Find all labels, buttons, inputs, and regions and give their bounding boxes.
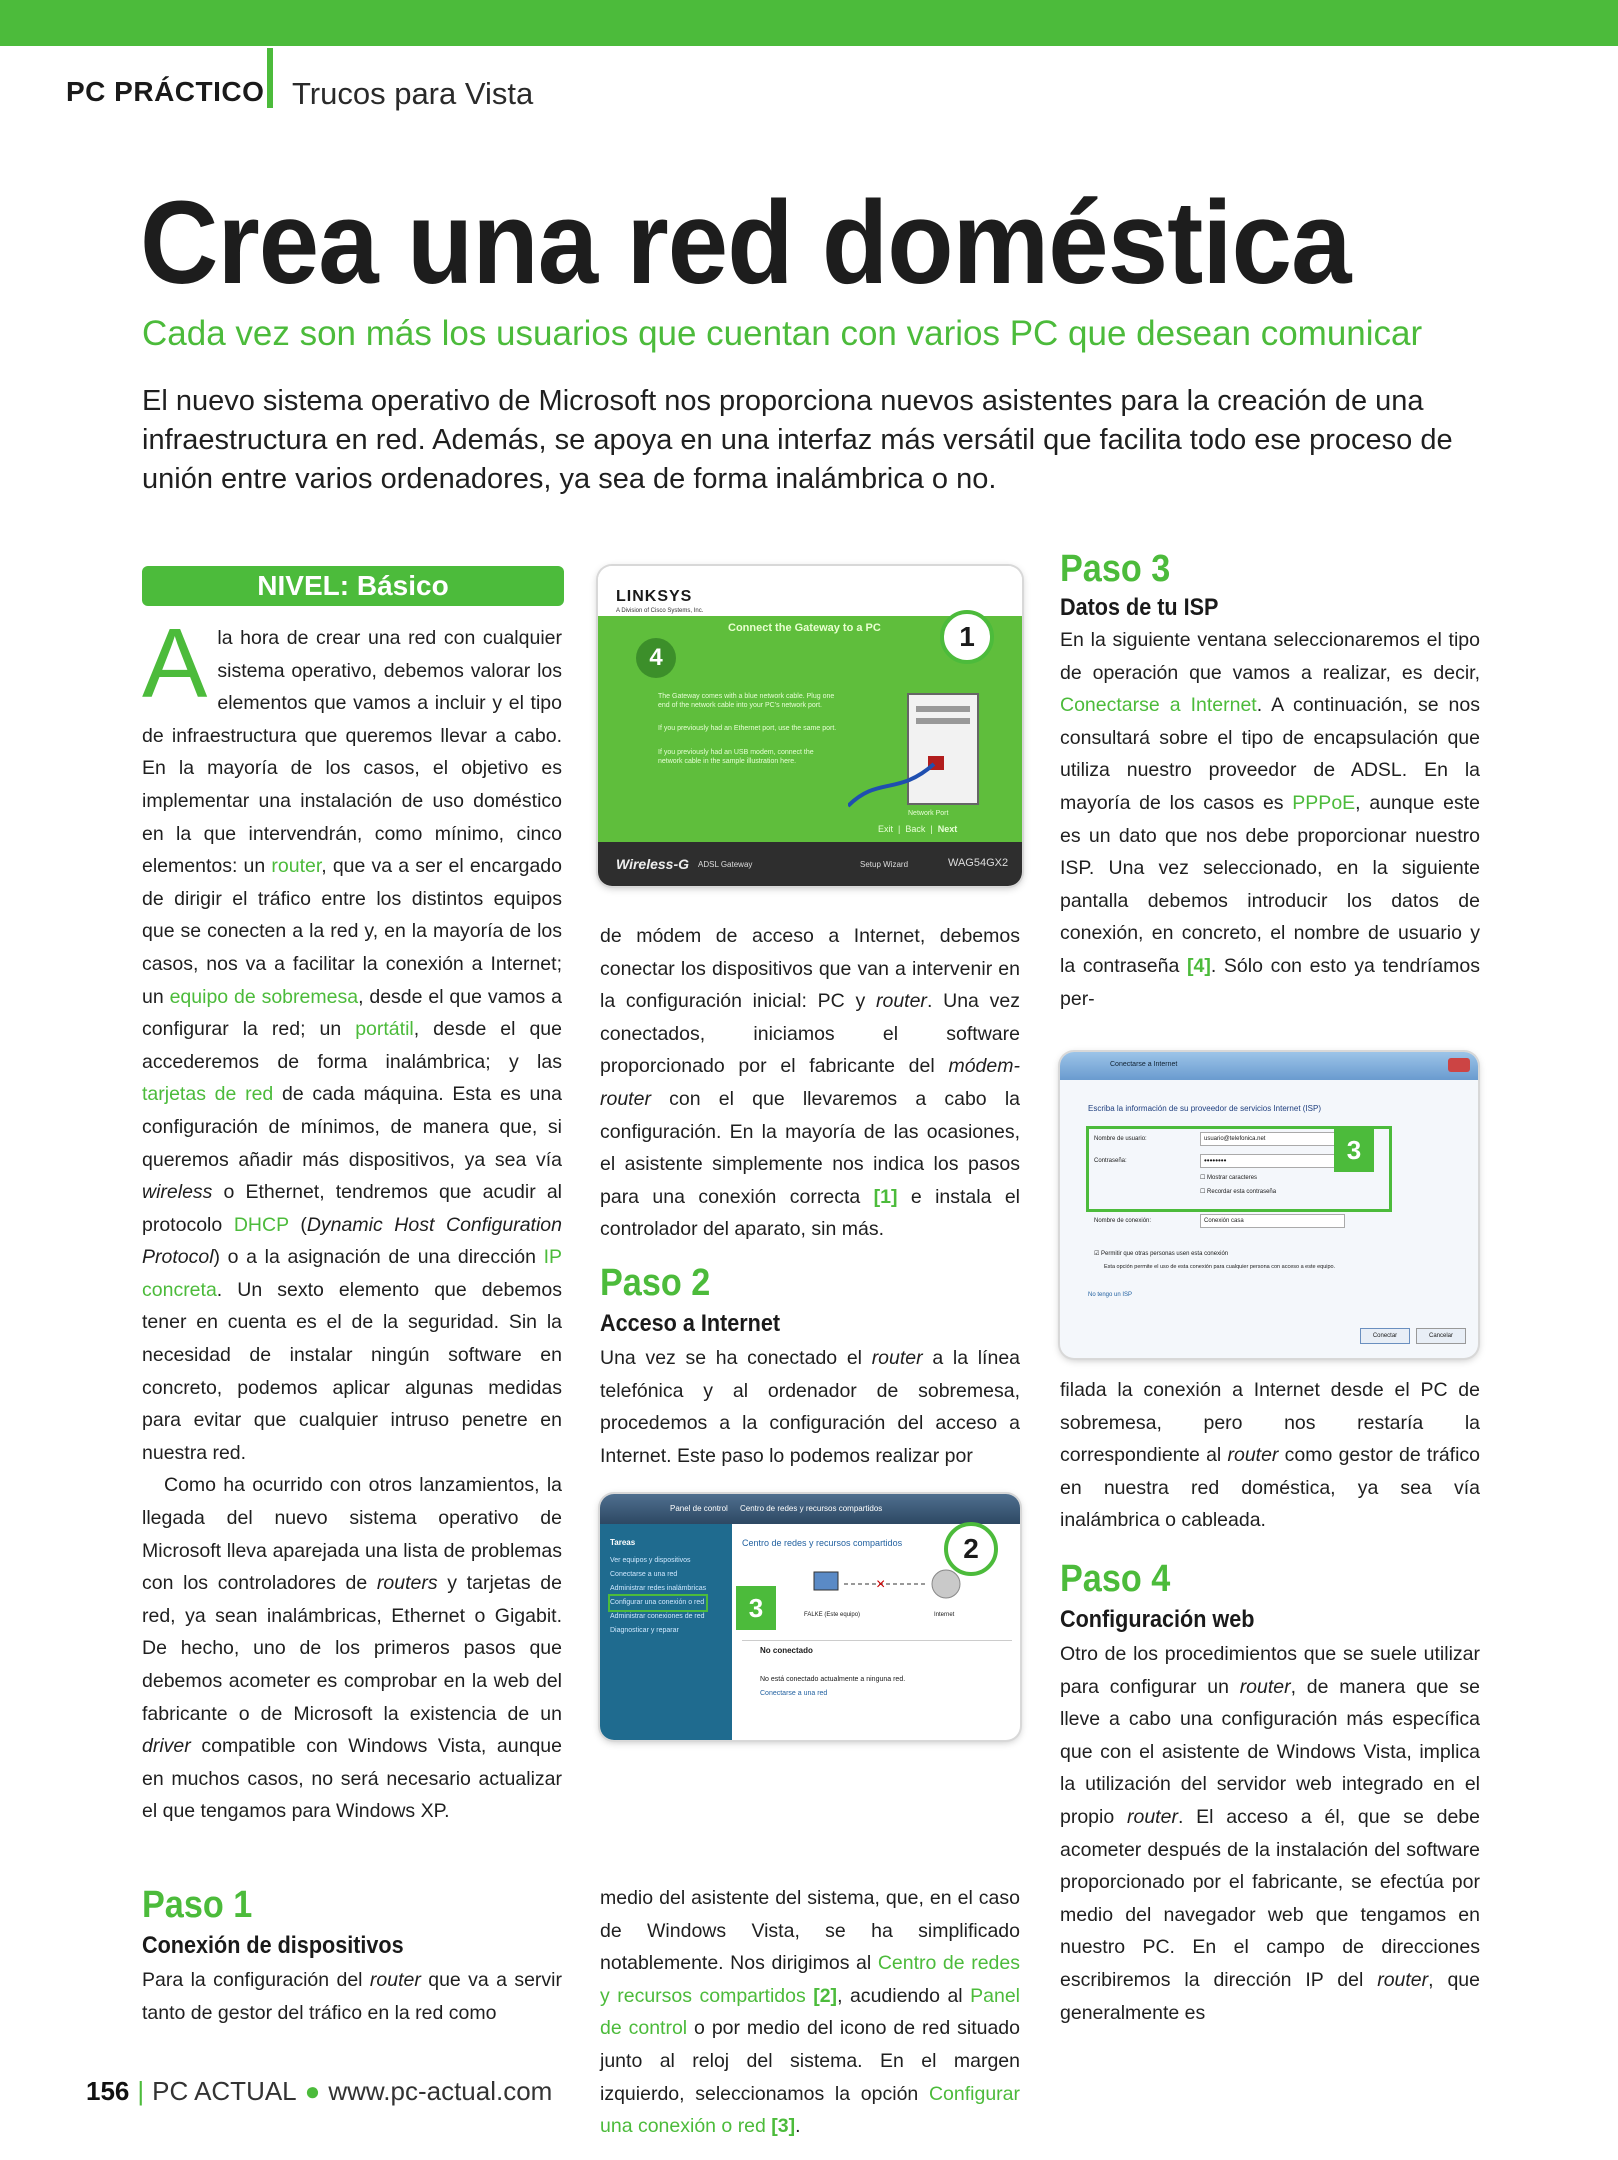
text: de cada máquina. Esta es una configuración de mínimos, de manera que, si queremos añadir más dispositivos, ya sea vía	[142, 1083, 562, 1171]
password-field[interactable]: ••••••••	[1200, 1154, 1345, 1168]
centro-term: Centro de redes y recursos compartidos	[600, 1952, 1020, 2007]
linksys-sub: A Division of Cisco Systems, Inc.	[616, 608, 704, 614]
text: módem-router	[600, 1055, 1020, 1110]
connect-button[interactable]: Conectar	[1360, 1328, 1410, 1344]
close-icon[interactable]	[1448, 1058, 1470, 1072]
router-term: router	[271, 855, 322, 878]
remember-checkbox[interactable]: ☐ Recordar esta contraseña	[1200, 1189, 1277, 1195]
breadcrumb-2[interactable]: Centro de redes y recursos compartidos	[740, 1504, 883, 1513]
text: , desde el que vamos a configurar la red; un	[142, 985, 563, 1041]
text: . Sólo con esto ya tendríamos per-	[1060, 954, 1480, 1010]
text: . A continuación, se nos consultará sobre el tipo de encapsulación que utiliza nuestro proveedor de ADSL. En la mayoría de los casos es	[1060, 694, 1480, 814]
text: e instala el controlador del aparato, sin más.	[600, 1185, 1020, 1241]
footer-wizard: Setup Wizard	[860, 860, 909, 869]
level-badge: NIVEL: Básico	[142, 566, 564, 606]
remember-label: Recordar esta contraseña	[1207, 1189, 1277, 1195]
sidebar-item[interactable]: Diagnosticar y reparar	[610, 1627, 679, 1634]
drop-cap: A	[142, 608, 208, 718]
wizard-text-3: If you previously had an USB modem, connect the network cable in the sample illustration here.	[658, 749, 814, 765]
text: o Ethernet, tendremos que acudir al protocolo	[142, 1181, 562, 1236]
user-label: Nombre de usuario:	[1094, 1136, 1147, 1142]
paso2-title: Paso 2	[600, 1262, 711, 1304]
text: . Un sexto elemento que debemos tener en cuenta es el de la seguridad. Sin la necesidad de instalar ningún software en concreto, podemos aplicar algunas medidas para evitar que cualquier intruso penetre en nuestra red.	[142, 1278, 562, 1464]
article-lead: El nuevo sistema operativo de Microsoft nos proporciona nuevos asistentes para la creación de una infraestructura en red. Además, se apoya en una interfaz más versátil que facilita todo ese proceso de unión entre varios ordenadores, ya sea de forma inalámbrica o no.	[142, 385, 1453, 495]
panel-term: Panel de control	[600, 1984, 1020, 2040]
text: y tarjetas de red, ya sean inalámbricas, Ethernet o Gigabit. De hecho, uno de los primeros pasos que debemos acometer es comprobar en la web del fabricante o de Microsoft la existencia de un	[142, 1572, 562, 1725]
network-cards-term: tarjetas de red	[142, 1083, 274, 1106]
ref-4: [4]	[1186, 954, 1211, 977]
column-3-top	[1060, 624, 1480, 1015]
footer-model: WAG54GX2	[948, 857, 1009, 869]
text: , aunque este es un dato que nos debe proporcionar nuestro ISP. Una vez seleccionado, en la siguiente pantalla debemos introducir los datos de conexión, en concreto, el nombre de usuario y la contraseña	[1060, 791, 1480, 977]
show-chars-checkbox[interactable]: ☐ Mostrar caracteres	[1200, 1175, 1258, 1181]
wizard-buttons: Exit | Back | Next	[878, 824, 958, 834]
sidebar-item[interactable]: Administrar redes inalámbricas	[610, 1585, 707, 1592]
text: de módem de acceso a Internet, debemos conectar los dispositivos que van a intervenir en la configuración inicial: PC y	[600, 925, 1020, 1013]
figure-badge-1: 1	[940, 610, 994, 664]
text: la hora de crear una red con cualquier sistema operativo, debemos valorar los elementos que vamos a incluir y el tipo de infraestructura que queremos llevar a cabo. En la mayoría de los casos, el objetivo es implementar una instalación de uso doméstico en la que intervendrán, como mínimo, cinco elementos: un	[142, 627, 562, 878]
column-1	[142, 608, 563, 1828]
page-footer	[86, 2076, 552, 2107]
text: , que generalmente es	[1060, 1968, 1480, 2024]
allow-desc: Esta opción permite el uso de esta conexión para cualquier persona con acceso a este equipo.	[1104, 1264, 1336, 1270]
desktop-term: equipo de sobremesa	[169, 985, 359, 1008]
wizard-heading: Connect the Gateway to a PC	[728, 622, 881, 634]
dialog-titlebar	[1060, 1052, 1478, 1080]
paso1-text	[142, 1964, 562, 2029]
status-link[interactable]: Conectarse a una red	[760, 1690, 828, 1697]
text: Otro de los procedimientos que se suele utilizar para configurar un	[1060, 1643, 1480, 1698]
divider	[742, 1640, 1012, 1641]
column-3-middle	[1060, 1374, 1480, 1537]
text: Para la configuración del	[142, 1969, 370, 1991]
figure-badge-2: 2	[944, 1522, 998, 1576]
magazine-url[interactable]: www.pc-actual.com	[328, 2076, 553, 2106]
paso2-subtitle: Acceso a Internet	[600, 1310, 781, 1337]
pass-label: Contraseña:	[1094, 1158, 1127, 1164]
text: . El acceso a él, que se debe acometer después de la instalación del software proporcionado por el fabricante, se efectúa por medio del navegador web que tengamos en nuestro PC. En el campo de direcciones escribiremos la dirección IP del	[1060, 1805, 1480, 1991]
text: router	[369, 1969, 421, 1991]
paso4-subtitle: Configuración web	[1060, 1606, 1255, 1633]
text: a la línea telefónica y al ordenador de sobremesa, procedemos a la configuración del acceso a Internet. Este paso lo podemos realizar por	[600, 1347, 1021, 1467]
text: router	[875, 990, 927, 1013]
back-button[interactable]: Back	[905, 824, 926, 834]
status-text: No está conectado actualmente a ninguna red.	[760, 1676, 906, 1683]
figure-badge-4-sq: 3	[1334, 1128, 1374, 1172]
linksys-wizard-screenshot	[598, 566, 1022, 886]
footer-dot: ●	[304, 2076, 321, 2106]
footer-product: ADSL Gateway	[698, 860, 753, 869]
ref-3: [3]	[771, 2115, 796, 2138]
paso4-title: Paso 4	[1060, 1558, 1171, 1600]
text: . Una vez conectados, iniciamos el software proporcionado por el fabricante del	[600, 990, 1020, 1078]
text: router	[1227, 1444, 1279, 1467]
figure-badge-3-sq: 3	[736, 1586, 776, 1630]
text: , acudiendo al	[837, 1984, 971, 2007]
dialog-heading: Escriba la información de su proveedor de servicios Internet (ISP)	[1088, 1104, 1321, 1113]
text: Como ha ocurrido con otros lanzamientos, la llegada del nuevo sistema operativo de Microsoft lleva aparejada una lista de problemas con los controladores de	[142, 1474, 562, 1595]
linksys-logo: LINKSYS	[616, 588, 693, 605]
status-title: No conectado	[760, 1646, 813, 1655]
magazine-name: PC ACTUAL	[152, 2076, 297, 2106]
show-chars-label: Mostrar caracteres	[1207, 1175, 1258, 1181]
allow-others-label: Permitir que otras personas usen esta conexión	[1101, 1251, 1229, 1257]
text: .	[795, 2115, 801, 2138]
username-field[interactable]: usuario@telefonica.net	[1200, 1132, 1345, 1146]
ref-2: [2]	[813, 1984, 838, 2007]
text: Dynamic Host Configuration Protocol	[142, 1213, 562, 1269]
wizard-text-1: The Gateway comes with a blue network cable. Plug one end of the network cable into your PC's network port.	[658, 693, 835, 709]
sidebar-item-configure[interactable]: Configurar una conexión o red	[610, 1596, 706, 1610]
config-term: Configurar una conexión o red	[600, 2082, 1020, 2138]
address-bar	[600, 1494, 1020, 1524]
port-label: Network Port	[908, 810, 949, 817]
conn-label: Nombre de conexión:	[1094, 1218, 1152, 1224]
ip-term: IP concreta	[142, 1246, 562, 1301]
footer-brand: Wireless-G	[616, 856, 690, 872]
wizard-step-number: 4	[636, 638, 676, 678]
text: que va a servir tanto de gestor del tráfico en la red como	[142, 1969, 562, 2024]
laptop-term: portátil	[355, 1018, 414, 1041]
text: router	[1377, 1968, 1429, 1991]
exit-button[interactable]: Exit	[878, 824, 894, 834]
text: router	[1127, 1805, 1178, 1828]
dialog-title: Conectarse a Internet	[1110, 1061, 1178, 1068]
text: ) o a la asignación de una dirección	[213, 1246, 544, 1269]
conectarse-term: Conectarse a Internet	[1060, 694, 1257, 717]
article-title: Crea una red doméstica	[140, 177, 1351, 309]
text: (	[288, 1213, 307, 1236]
network-map	[800, 1568, 980, 1618]
text: , desde el que accederemos de forma inalámbrica; y las	[142, 1018, 563, 1073]
sidebar-list	[610, 1554, 706, 1638]
paso1-subtitle: Conexión de dispositivos	[142, 1932, 404, 1959]
sidebar-item[interactable]: Administrar conexiones de red	[610, 1613, 705, 1620]
text: routers	[376, 1572, 438, 1595]
top-accent-bar	[0, 0, 1618, 46]
paso3-subtitle: Datos de tu ISP	[1060, 594, 1219, 621]
paso1-title: Paso 1	[142, 1884, 253, 1926]
wizard-text-2: If you previously had an Ethernet port, use the same port.	[658, 725, 837, 732]
dhcp-term: DHCP	[233, 1213, 289, 1236]
text: router	[1239, 1675, 1291, 1698]
text: , de manera que se lleve a cabo una configuración más específica que con el asistente de Windows Vista, implica la utilización del servidor web integrado en el propio	[1060, 1675, 1480, 1828]
footer-separator: |	[137, 2076, 145, 2106]
text: wireless	[142, 1181, 213, 1204]
sidebar-title: Tareas	[610, 1538, 636, 1547]
section-divider	[267, 48, 273, 108]
column-2-bottom	[600, 1882, 1020, 2143]
network-center-screenshot	[600, 1494, 1020, 1740]
pc-tower-illustration	[848, 686, 988, 816]
no-isp-link[interactable]: No tengo un ISP	[1088, 1292, 1133, 1298]
text: En la siguiente ventana seleccionaremos el tipo de operación que vamos a realizar, es decir,	[1060, 629, 1480, 684]
wizard-footer	[598, 842, 1022, 886]
text: compatible con Windows Vista, aunque en muchos casos, no será necesario actualizar el que tengamos para Windows XP.	[142, 1735, 562, 1823]
text: con el que llevaremos a cabo la configuración. En la mayoría de las ocasiones, el asistente simplemente nos indica los pasos para una conexión correcta	[600, 1087, 1020, 1208]
text: como gestor de tráfico en nuestra red doméstica, ya sea vía inalámbrica o cableada.	[1060, 1444, 1481, 1532]
sidebar	[600, 1524, 732, 1740]
column-2-top	[600, 920, 1020, 1246]
pc-label: FALKE (Este equipo)	[804, 1612, 861, 1618]
isp-dialog-screenshot	[1060, 1052, 1478, 1358]
svg-text:×: ×	[876, 1576, 886, 1593]
page-number: 156	[86, 2076, 130, 2106]
article-subtitle: Cada vez son más los usuarios que cuentan con varios PC que desean comunicar	[142, 314, 1423, 353]
text: , que va a ser el encargado de dirigir el tráfico entre los distintos equipos que se conecten a la red y, en la mayoría de los casos, nos va a facilitar la conexión a Internet; un	[142, 855, 562, 1008]
next-button[interactable]: Next	[937, 824, 958, 834]
column-3-bottom	[1060, 1638, 1480, 2029]
cancel-button[interactable]: Cancelar	[1416, 1328, 1466, 1344]
section-label: PC PRÁCTICO	[66, 76, 265, 107]
internet-label: Internet	[934, 1612, 955, 1618]
text: medio del asistente del sistema, que, en el caso de Windows Vista, se ha simplificado notablemente. Nos dirigimos al	[600, 1887, 1020, 1975]
text: filada la conexión a Internet desde el PC de sobremesa, pero nos restaría la correspondiente al	[1060, 1379, 1480, 1467]
text: Una vez se ha conectado el	[600, 1347, 872, 1369]
pppoe-term: PPPoE	[1292, 791, 1356, 814]
paso2-text	[600, 1342, 1020, 1472]
sidebar-item[interactable]: Ver equipos y dispositivos	[610, 1557, 691, 1564]
ref-1: [1]	[873, 1185, 898, 1208]
connection-name-field[interactable]: Conexión casa	[1200, 1214, 1345, 1228]
text: driver	[142, 1735, 191, 1758]
paso3-title: Paso 3	[1060, 548, 1171, 590]
breadcrumb-1[interactable]: Panel de control	[670, 1504, 728, 1513]
text: router	[871, 1347, 923, 1369]
text: o por medio del icono de red situado junto al reloj del sistema. En el margen izquierdo, seleccionamos la opción	[600, 2017, 1021, 2105]
sidebar-item[interactable]: Conectarse a una red	[610, 1571, 678, 1578]
subsection-label: Trucos para Vista	[292, 76, 534, 111]
allow-others-checkbox[interactable]: ☑ Permitir que otras personas usen esta conexión	[1094, 1251, 1229, 1257]
main-title: Centro de redes y recursos compartidos	[742, 1538, 903, 1548]
